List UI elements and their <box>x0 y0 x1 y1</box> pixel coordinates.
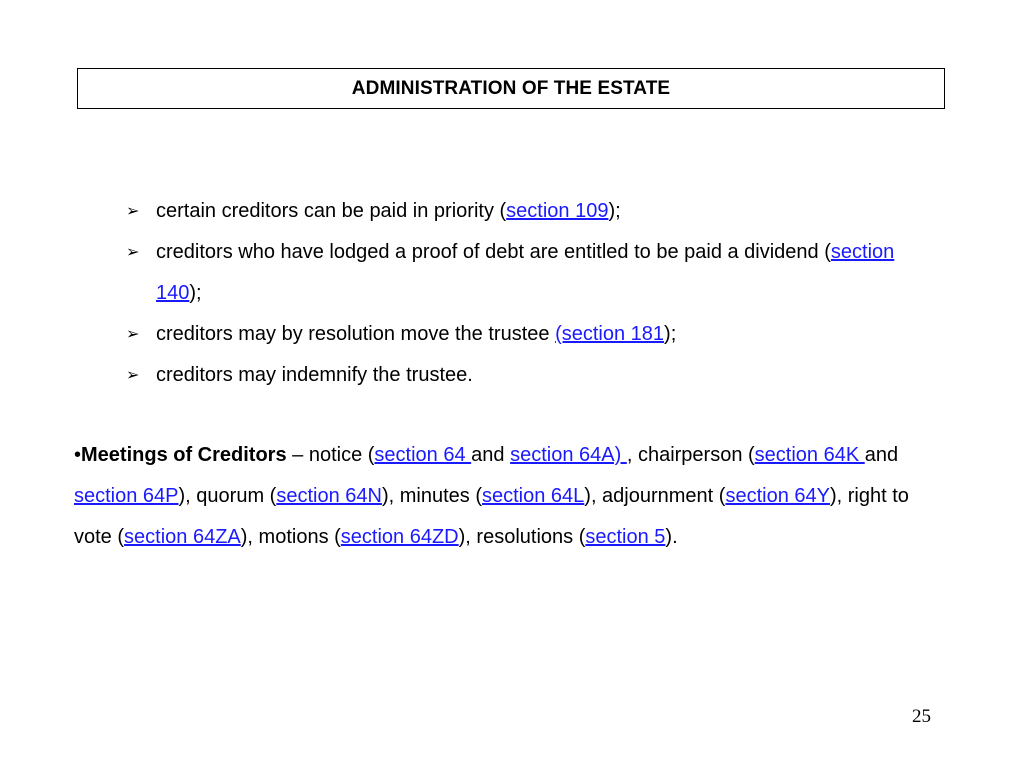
list-item: ➢ certain creditors can be paid in priority (section 109); <box>126 191 926 232</box>
section-64l-link[interactable]: section 64L <box>481 485 585 507</box>
section-64zd-link[interactable]: section 64ZD <box>340 526 459 548</box>
section-64-link[interactable]: section 64 <box>374 444 472 466</box>
meetings-of-creditors-paragraph: •Meetings of Creditors – notice (section 64 and section 64A) , chairperson (section 64K and section 64P), quorum (section 64N), minutes (section 64L), adjournment (section 64Y), right to vote (section 64ZA), motions (section 64ZD), resolutions (section 5). <box>74 444 909 548</box>
section-181-link[interactable]: (section 181 <box>555 323 665 345</box>
section-64y-link[interactable]: section 64Y <box>725 485 830 507</box>
section-64za-link[interactable]: section 64ZA <box>124 526 241 548</box>
section-64p-link[interactable]: section 64P <box>74 485 179 507</box>
slide-title: ADMINISTRATION OF THE ESTATE <box>351 77 671 99</box>
section-64n-link[interactable]: section 64N <box>276 485 382 507</box>
list-item: ➢ creditors may by resolution move the trustee (section 181); <box>126 314 926 355</box>
list-item: ➢ creditors who have lodged a proof of debt are entitled to be paid a dividend (section 140); <box>126 232 926 314</box>
section-109-link[interactable]: section 109 <box>506 200 609 222</box>
round-bullet-icon: • <box>74 444 82 466</box>
section-140-link[interactable]: section 140 <box>156 241 895 304</box>
arrow-bullet-icon: ➢ <box>126 326 140 343</box>
section-5-link[interactable]: section 5 <box>585 526 666 548</box>
section-64a-link[interactable]: section 64A) <box>510 444 627 466</box>
list-item: ➢ creditors may indemnify the trustee. <box>126 355 926 396</box>
section-64k-link[interactable]: section 64K <box>754 444 865 466</box>
creditor-rights-list <box>126 191 926 396</box>
title-box <box>77 68 945 109</box>
arrow-bullet-icon: ➢ <box>126 367 140 384</box>
arrow-bullet-icon: ➢ <box>126 203 140 220</box>
page-number: 25 <box>912 706 931 727</box>
meetings-heading: Meetings of Creditors <box>81 444 287 466</box>
arrow-bullet-icon: ➢ <box>126 244 140 261</box>
